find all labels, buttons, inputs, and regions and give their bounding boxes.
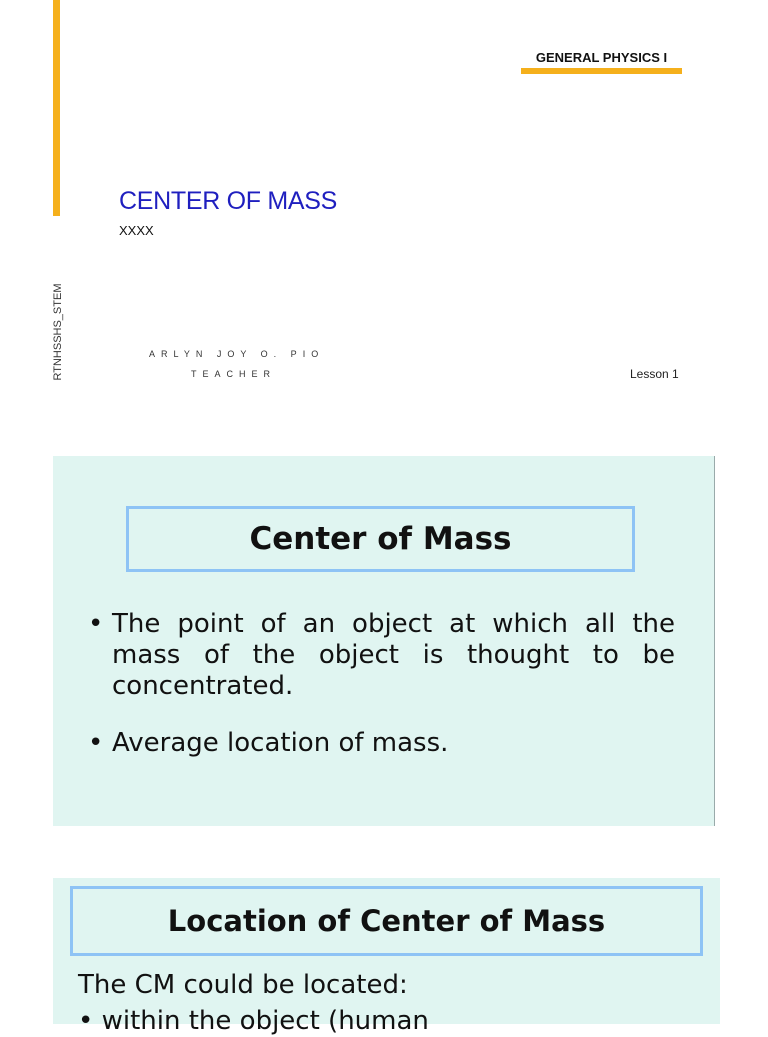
bullet-item: [78, 1006, 429, 1037]
bullet-text: The point of an object at which all the mass of the object is thought to be concentrated.: [112, 609, 675, 701]
accent-bar: [53, 0, 60, 216]
bullet-item: [88, 728, 675, 759]
slide-title: Location of Center of Mass: [70, 886, 703, 956]
slide-title: Center of Mass: [126, 506, 635, 572]
author-name: ARLYN JOY O. PIO: [149, 349, 325, 359]
lesson-label: Lesson 1: [630, 367, 679, 381]
bullet-text: Average location of mass.: [112, 728, 449, 758]
bullet-dot-icon: •: [88, 609, 104, 639]
bullet-text: within the object (human: [101, 1006, 429, 1036]
side-label: RTNHSSHS_STEM: [52, 283, 64, 381]
page-title: CENTER OF MASS: [119, 187, 338, 215]
course-underline: [521, 68, 682, 74]
author-role: TEACHER: [191, 369, 277, 379]
bullet-dot-icon: •: [78, 1006, 102, 1036]
bullet-dot-icon: •: [88, 728, 104, 758]
slide-location-of-center-of-mass: [53, 878, 720, 1036]
slide-text: The CM could be located:: [78, 970, 408, 1000]
page-subtitle: XXXX: [119, 223, 154, 238]
bullet-item: [88, 609, 675, 702]
slide-center-of-mass: [53, 456, 715, 826]
course-label: GENERAL PHYSICS I: [535, 50, 668, 65]
